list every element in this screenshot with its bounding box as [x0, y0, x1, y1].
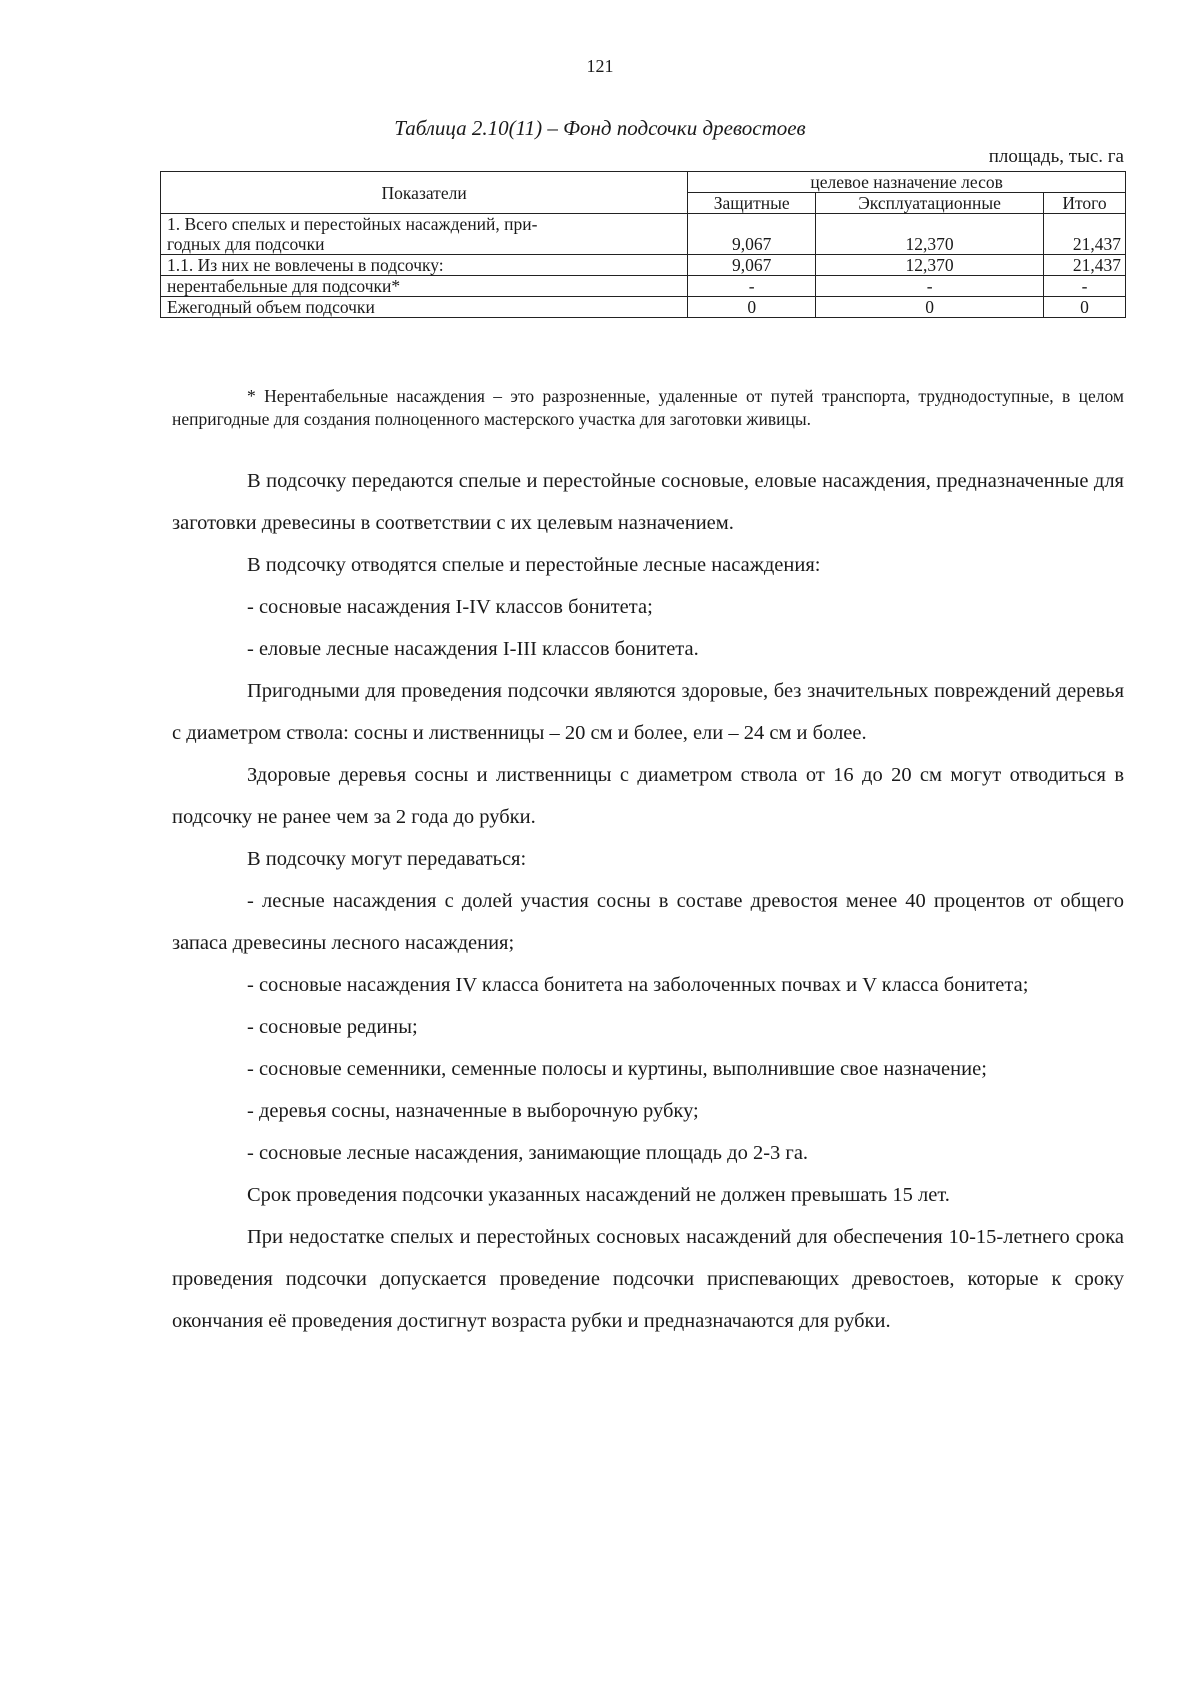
header-forest-purpose: целевое назначение лесов [688, 172, 1126, 193]
paragraph: Срок проведения подсочки указанных насаждений не должен превышать 15 лет. [247, 1184, 950, 1206]
cell-protective: 9,067 [688, 255, 816, 276]
paragraph: В подсочку могут передаваться: [247, 848, 527, 870]
cell-total: 21,437 [1044, 214, 1126, 255]
paragraph: В подсочку передаются спелые и перестойные сосновые, еловые насаждения, предназначенные для заготовки древесины в соответствии с их целевым назначением. [172, 470, 1124, 534]
list-item: - деревья сосны, назначенные в выборочную рубку; [247, 1100, 699, 1122]
cell-commercial: 12,370 [816, 255, 1044, 276]
cell-protective: 0 [688, 297, 816, 318]
cell-total: 0 [1044, 297, 1126, 318]
table-title: Таблица 2.10(11) – Фонд подсочки древостоев [394, 116, 806, 140]
paragraph: В подсочку отводятся спелые и перестойные лесные насаждения: [247, 554, 821, 576]
table-row [161, 297, 1126, 318]
list-item: - сосновые редины; [247, 1016, 418, 1038]
cell-protective: 9,067 [688, 214, 816, 255]
list-item: - сосновые семенники, семенные полосы и куртины, выполнившие свое назначение; [247, 1058, 987, 1080]
list-item: - сосновые лесные насаждения, занимающие площадь до 2-3 га. [247, 1142, 809, 1164]
row-label-line: 1. Всего спелых и перестойных насаждений, при- [167, 214, 538, 234]
resin-tapping-table [160, 171, 1126, 318]
header-total: Итого [1044, 193, 1126, 214]
row-label: Ежегодный объем подсочки [161, 297, 688, 318]
page-number: 121 [586, 56, 614, 76]
header-protective: Защитные [688, 193, 816, 214]
list-item: - сосновые насаждения IV класса бонитета на заболоченных почвах и V класса бонитета; [247, 974, 1029, 996]
footnote: * Нерентабельные насаждения – это разрозненные, удаленные от путей транспорта, труднодоступные, в целом непригодные для создания полноценного мастерского участка для заготовки живицы. [172, 386, 1124, 429]
table-units: площадь, тыс. га [988, 146, 1124, 167]
table-row [161, 276, 1126, 297]
header-indicators: Показатели [161, 172, 688, 214]
header-commercial: Эксплуатационные [816, 193, 1044, 214]
paragraph: При недостатке спелых и перестойных сосновых насаждений для обеспечения 10-15-летнего срока проведения подсочки допускается проведение подсочки приспевающих древостоев, которые к сроку окончания её проведения достигнут возраста рубки и предназначаются для рубки. [172, 1226, 1124, 1332]
row-label: нерентабельные для подсочки* [161, 276, 688, 297]
paragraph: Пригодными для проведения подсочки являются здоровые, без значительных повреждений деревья с диаметром ствола: сосны и лиственницы – 20 см и более, ели – 24 см и более. [172, 680, 1124, 744]
table-row [161, 214, 1126, 255]
row-label [161, 214, 688, 255]
table-row [161, 255, 1126, 276]
body-text [172, 460, 1124, 1342]
list-item: - сосновые насаждения I-IV классов бонитета; [247, 596, 653, 618]
cell-protective: - [688, 276, 816, 297]
list-item: - лесные насаждения с долей участия сосны в составе древостоя менее 40 процентов от общего запаса древесины лесного насаждения; [172, 890, 1124, 954]
row-label: 1.1. Из них не вовлечены в подсочку: [161, 255, 688, 276]
cell-total: 21,437 [1044, 255, 1126, 276]
cell-commercial: 0 [816, 297, 1044, 318]
row-label-line: годных для подсочки [167, 234, 325, 254]
cell-commercial: 12,370 [816, 214, 1044, 255]
cell-commercial: - [816, 276, 1044, 297]
cell-total: - [1044, 276, 1126, 297]
table-header-row [161, 172, 1126, 193]
list-item: - еловые лесные насаждения I-III классов бонитета. [247, 638, 699, 660]
paragraph: Здоровые деревья сосны и лиственницы с диаметром ствола от 16 до 20 см могут отводиться в подсочку не ранее чем за 2 года до рубки. [172, 764, 1124, 828]
